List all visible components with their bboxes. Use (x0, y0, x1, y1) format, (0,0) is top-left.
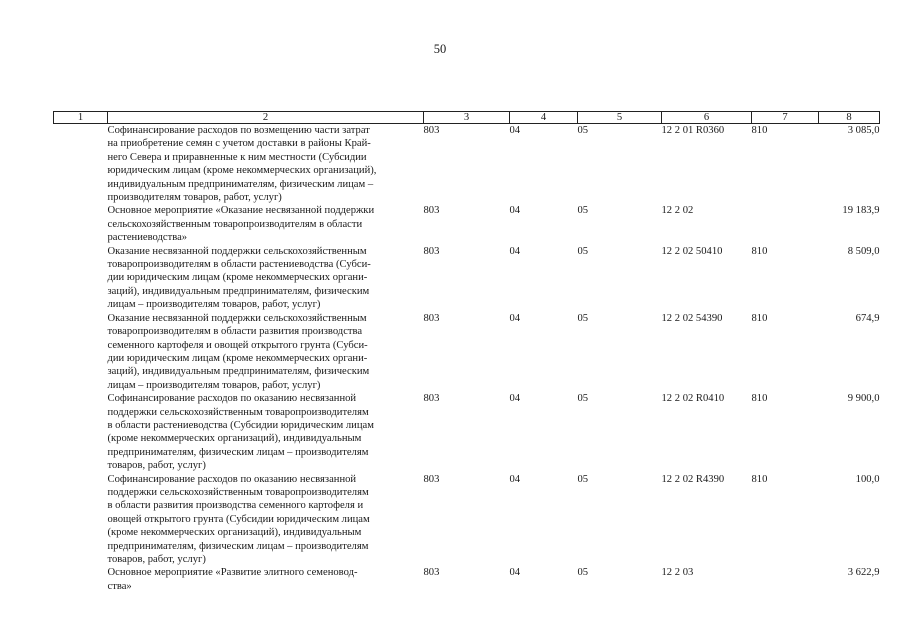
table-row (54, 124, 880, 205)
cell-section: 04 (509, 125, 521, 136)
description-line: заций), индивидуальным предпринимателям, физическим (107, 366, 370, 378)
cell-amount: 3 622,9 (847, 567, 880, 579)
cell-expense-type: 810 (751, 245, 768, 257)
description-line: товаров, работ, услуг) (107, 554, 206, 565)
description-line: на приобретение семян с учетом доставки в районы Край- (107, 138, 371, 150)
cell-target-article: 12 2 02 R4390 (661, 473, 725, 485)
cell-ministry-code: 803 (423, 473, 440, 485)
description-line: Софинансирование расходов по оказанию несвязанной (107, 473, 357, 485)
cell-amount: 674,9 (855, 312, 880, 324)
description-line: него Севера и приравненные к ним местности (Субсидии (107, 151, 367, 163)
page-number: 50 (433, 42, 447, 56)
description-line: предпринимателям, физическим лицам – производителям (107, 540, 369, 552)
description-line: товаров, работ, услуг) (107, 460, 206, 472)
table-row (54, 566, 880, 593)
cell-description (108, 392, 424, 472)
cell-expense-type: 810 (751, 125, 768, 136)
column-header-8: 8 (819, 112, 880, 124)
cell-target-article: 12 2 03 (661, 567, 694, 579)
description-line: растениеводства» (107, 232, 188, 244)
description-line: (кроме некоммерческих организаций), индивидуальным (107, 433, 362, 445)
table-row (54, 245, 880, 312)
cell-ministry-code: 803 (423, 245, 440, 257)
cell-number (54, 245, 108, 312)
description-line: лицам – производителям товаров, работ, услуг) (107, 299, 321, 311)
description-line: юридическим лицам (кроме некоммерческих организаций), (107, 165, 377, 177)
cell-number (54, 566, 108, 593)
cell-amount: 9 900,0 (847, 393, 880, 405)
table-body (54, 124, 880, 594)
description-line: Софинансирование расходов по оказанию несвязанной (107, 393, 357, 405)
cell-expense-type (752, 566, 819, 593)
description-line: в области развития производства семенного картофеля и (107, 500, 364, 512)
cell-ministry-code: 803 (423, 393, 440, 405)
cell-number (54, 204, 108, 244)
column-header-2: 2 (108, 112, 424, 124)
description-line: ства» (107, 580, 132, 592)
cell-description (108, 312, 424, 392)
cell-amount: 100,0 (855, 473, 880, 485)
cell-ministry-code: 803 (423, 125, 440, 136)
description-line: поддержки сельскохозяйственным товаропроизводителям (107, 406, 369, 418)
cell-expense-type: 810 (751, 393, 768, 405)
description-line: Основное мероприятие «Оказание несвязанной поддержки (107, 205, 375, 217)
cell-target-article: 12 2 02 54390 (661, 312, 723, 324)
description-line: Софинансирование расходов по возмещению части затрат (107, 125, 370, 136)
description-line: предпринимателям, физическим лицам – производителям (107, 446, 369, 458)
cell-description (108, 566, 424, 593)
cell-section: 04 (509, 312, 521, 324)
description-line: дии юридическим лицам (кроме некоммерческих органи- (107, 352, 368, 364)
cell-number (54, 473, 108, 567)
column-header-1: 1 (54, 112, 108, 124)
description-line: (кроме некоммерческих организаций), индивидуальным (107, 527, 362, 539)
column-header-6: 6 (662, 112, 752, 124)
cell-description (108, 124, 424, 205)
header-row (54, 112, 880, 124)
cell-amount: 8 509,0 (847, 245, 880, 257)
cell-description (108, 245, 424, 312)
column-header-5: 5 (578, 112, 662, 124)
cell-section: 04 (509, 245, 521, 257)
cell-target-article: 12 2 02 R0410 (661, 393, 725, 405)
cell-target-article: 12 2 01 R0360 (661, 125, 725, 136)
cell-subsection: 05 (577, 393, 589, 405)
description-line: заций), индивидуальным предпринимателям, физическим (107, 285, 370, 297)
description-line: Основное мероприятие «Развитие элитного семеновод- (107, 567, 358, 579)
description-line: дии юридическим лицам (кроме некоммерческих органи- (107, 272, 368, 284)
cell-section: 04 (509, 205, 521, 217)
description-line: производителям товаров, работ, услуг) (107, 192, 282, 204)
cell-number (54, 392, 108, 472)
cell-subsection: 05 (577, 205, 589, 217)
description-line: Оказание несвязанной поддержки сельскохозяйственным (107, 245, 367, 257)
cell-section: 04 (509, 393, 521, 405)
cell-subsection: 05 (577, 473, 589, 485)
description-line: товаропроизводителям в области развития производства (107, 326, 363, 338)
description-line: поддержки сельскохозяйственным товаропроизводителям (107, 486, 369, 498)
description-line: лицам – производителям товаров, работ, услуг) (107, 379, 321, 391)
description-line: в области растениеводства (Субсидии юридическим лицам (107, 419, 374, 431)
cell-description (108, 473, 424, 567)
table-row (54, 392, 880, 472)
cell-subsection: 05 (577, 567, 589, 579)
cell-target-article: 12 2 02 50410 (661, 245, 723, 257)
cell-subsection: 05 (577, 312, 589, 324)
cell-section: 04 (509, 567, 521, 579)
description-line: товаропроизводителям в области растениеводства (Субси- (107, 259, 371, 271)
cell-expense-type: 810 (751, 312, 768, 324)
table-row (54, 312, 880, 392)
description-line: сельскохозяйственным товаропроизводителям в области (107, 218, 363, 230)
cell-amount: 3 085,0 (847, 125, 880, 136)
description-line: Оказание несвязанной поддержки сельскохозяйственным (107, 312, 367, 324)
cell-description (108, 204, 424, 244)
table-row (54, 204, 880, 244)
description-line: овощей открытого грунта (Субсидии юридическим лицам (107, 513, 370, 525)
cell-ministry-code: 803 (423, 312, 440, 324)
cell-amount: 19 183,9 (842, 205, 880, 217)
column-header-4: 4 (510, 112, 578, 124)
cell-expense-type: 810 (751, 473, 768, 485)
column-header-3: 3 (424, 112, 510, 124)
cell-subsection: 05 (577, 245, 589, 257)
cell-number (54, 312, 108, 392)
cell-ministry-code: 803 (423, 205, 440, 217)
cell-ministry-code: 803 (423, 567, 440, 579)
cell-subsection: 05 (577, 125, 589, 136)
cell-section: 04 (509, 473, 521, 485)
cell-target-article: 12 2 02 (661, 205, 694, 217)
table-row (54, 473, 880, 567)
cell-expense-type (752, 204, 819, 244)
description-line: индивидуальным предпринимателям, физическим лицам – (107, 178, 374, 190)
description-line: семенного картофеля и овощей открытого грунта (Субси- (107, 339, 368, 351)
column-header-7: 7 (752, 112, 819, 124)
budget-table (53, 111, 880, 593)
cell-number (54, 124, 108, 205)
